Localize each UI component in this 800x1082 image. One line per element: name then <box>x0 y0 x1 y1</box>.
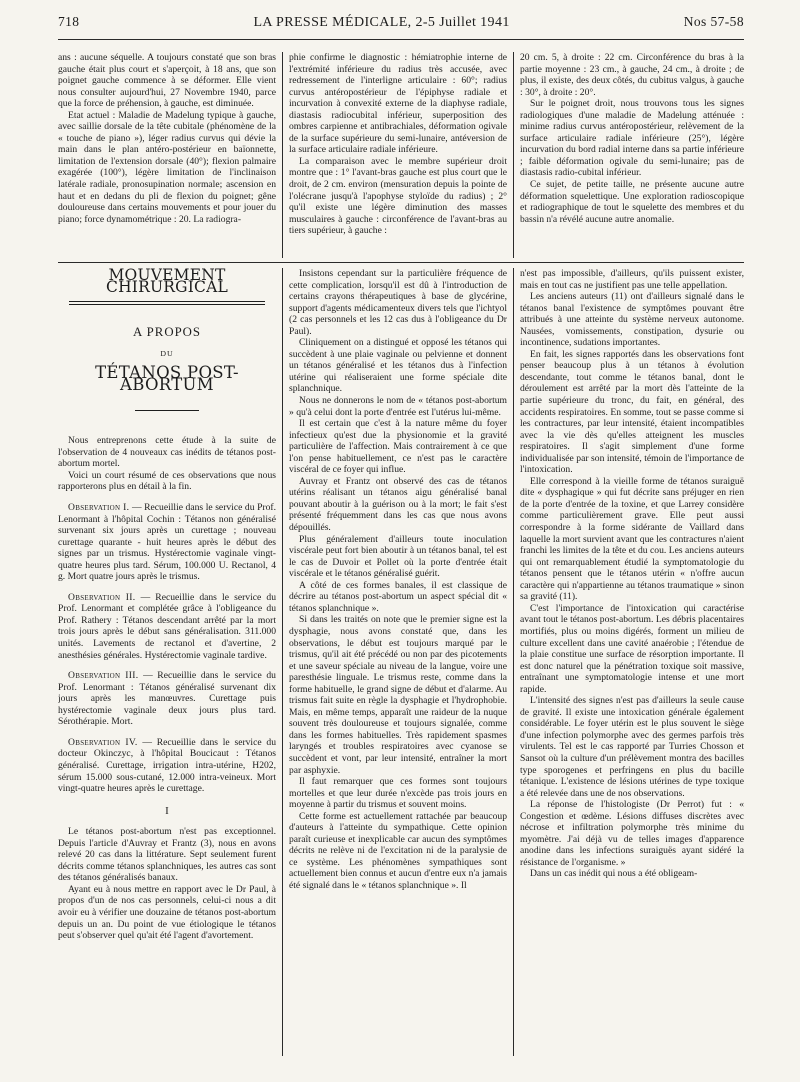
section-title-rule <box>69 301 265 305</box>
article-title-du: DU <box>160 348 174 358</box>
article-column-2 <box>289 268 507 1058</box>
top-column-1 <box>58 52 276 262</box>
observation-text: — Recueillie dans le service du Prof. Lenormant à l'hôpital Cochin : Tétanos non généralisé survenant six jours après un curettage ; nouveau curettage quarante - huit heures après le début des signes par un trismus. Hystérectomie vaginale vingt-quatre heures plus tard. Sérum, 100.000 U. Rectanol, 4 g. Mort quatre jours après le trismus. <box>58 502 276 583</box>
paragraph: Si dans les traités on note que le premier signe est la dysphagie, nous avons constaté que, dans les observations, le début est toujours marqué par le trismus, qu'il ait été précédé ou non par des picotements et une saveur spéciale au niveau de la langue, voire une paresthésie linguale. Le trismus reste, comme dans la forme habituelle, le grand signe de début et d'alarme. Au trismus fait suite en règle la dysphagie et l'hydrophobie. Mais, en même temps, apparaît une raideur de la nuque souvent très douloureuse et toujours signalée, comme dans les formes habituelles. Très rapidement spasmes laryngés et troubles respiratoires avec cyanose se succèdent et vont, par leur intensité, entraîner la mort par asphyxie. <box>289 614 507 776</box>
column-divider <box>282 52 283 258</box>
observation-2 <box>58 592 276 661</box>
paragraph: L'intensité des signes n'est pas d'ailleurs la seule cause de gravité. Il existe une intoxication générale également considérable. Le foyer utérin est le plus souvent le siège d'une infection polymorphe avec des germes parfois très virulents. Tel est le cas rapporté par Turries Chosson et Sansot où la culture d'un prélèvement montra des bacilles type sporogenes et perfringens en plus du bacille tétanique. L'existence de lésions utérines de type toxique a été relevée dans une de nos observations. <box>520 695 744 799</box>
title-separator <box>135 410 199 411</box>
article-column-3 <box>520 268 744 1058</box>
issue-number: Nos 57-58 <box>683 14 744 29</box>
paragraph: Cliniquement on a distingué et opposé les tétanos qui succèdent à une plaie vaginale ou pelvienne et donnent un tétanos généralisé et les tétanos dus à l'infection utérine qui réaliseraient une forme spéciale dite splanchnique. <box>289 337 507 395</box>
paragraph: Insistons cependant sur la particulière fréquence de cette complication, lorsqu'il est dû à l'introduction de certains crayons thérapeutiques à base de glycérine, support d'agents médicamenteux divers tels que l'ichtyol (2 cas personnels et les 12 cas dus à l'obligeance du Dr Paul). <box>289 268 507 337</box>
paragraph: phie confirme le diagnostic : hémiatrophie interne de l'extrémité inférieure du radius très accusée, avec redressement de l'interligne articulaire : 60°; radius curvus antéropostérieur de l'épiphyse radiale et incurvation à convexité externe de la diaphyse radiale, diastasis radiocubital inférieur, superposition des ombres carpienne et antibrachiales, déformation ogivale de la surface supérieure du semi-lunaire, antéversion de la surface articulaire radiale inférieure. <box>289 52 507 156</box>
article-column-1 <box>58 268 276 1058</box>
observation-text: — Recueillie dans le service du docteur Okinczyc, à l'hôpital Boucicaut : Tétanos généralisé. Curettage, irrigation intra-utérine, H202, sérum 15.000 sous-cutané, 12.000 intra-veineux. Mort vingt-quatre heures après le curettage. <box>58 736 276 795</box>
column-divider <box>282 268 283 1056</box>
observation-4 <box>58 737 276 795</box>
column-divider <box>513 52 514 258</box>
header-rule <box>58 39 744 40</box>
page-header <box>58 14 744 36</box>
article-title-line-1: A PROPOS <box>132 325 202 340</box>
paragraph: Les anciens auteurs (11) ont d'ailleurs signalé dans le tétanos banal l'existence de symptômes pouvant être attribués à une atteinte du système nerveux autonome. Nausées, vomissements, constipation, dysurie ou incontinence, sudations importantes. <box>520 291 744 349</box>
paragraph: ans : aucune séquelle. A toujours constaté que son bras gauche était plus court et s'aperçoit, à 18 ans, que son poignet gauche commence à se déformer. Elle vient nous consulter aujourd'hui, 27 Novembre 1940, parce que la force de préhension, à gauche, est diminuée. <box>58 52 276 110</box>
article-title-line-2: TÉTANOS POST-ABORTUM <box>95 363 239 394</box>
section-numeral: I <box>165 804 169 817</box>
paragraph: Ayant eu à nous mettre en rapport avec le Dr Paul, à propos d'un de nos cas personnels, celui-ci nous a dit avoir eu à vérifier une douzaine de tétanos post-abortum depuis un an. Du point de vue étiologique le tétanos peut s'observer quel qu'ait été l'agent d'avortement. <box>58 883 276 942</box>
paragraph: Plus généralement d'ailleurs toute inoculation viscérale peut fort bien aboutir à un tétanos banal, tel est le cas de Duvoir et Pollet où la porte d'entrée était viscérale et le tétanos généralisé guérit. <box>289 533 507 580</box>
paragraph: Auvray et Frantz ont observé des cas de tétanos utérins réalisant un tétanos aigu généralisé banal pouvant aboutir à la guérison ou à la mort; le fait s'est présenté fréquemment dans les cas que nous avons dépouillés. <box>289 475 507 534</box>
observation-text: — Recueillie dans le service du Prof. Lenormant : Tétanos généralisé survenant dix jours après les manœuvres. Curettage puis hystérectomie vaginale deux jours plus tard. Sérothérapie. Mort. <box>58 670 276 728</box>
paragraph: A côté de ces formes banales, il est classique de décrire au tétanos post-abortum un aspect spécial dit « tétanos splanchnique ». <box>289 579 507 614</box>
paragraph: Ce sujet, de petite taille, ne présente aucune autre déformation squelettique. Une exploration radioscopique et radiographique de tout le squelette des membres et du bassin n'a révélé aucune autre anomalie. <box>520 179 744 225</box>
paragraph: Voici un court résumé de ces observations que nous rapporterons plus en détail à la fin. <box>58 469 276 493</box>
paragraph: La réponse de l'histologiste (Dr Perrot) fut : « Congestion et œdème. Lésions diffuses discrètes avec nécrose et infiltration polymorphe très minime du myomètre. J'ai déjà vu de telles images d'apparence anodine dans les infections suraiguës ayant sidéré la résistance de l'organisme. » <box>520 799 744 868</box>
paragraph: Elle correspond à la vieille forme de tétanos suraiguë dite « dysphagique » qui fut décrite sans préjuger en rien de la porte d'entrée de la toxine, et que Larrey considère comme particulièrement grave. Elle peut aussi correspondre à la forme sidérante de Vaillard dans laquelle la mort survient avant que les contractures n'aient franchi les limites de la tête et du cou. Les anciens auteurs qui ont remarquablement étudié la symptomatologie du tétanos pensent que le tétanos utérin « n'offre aucun caractère qui n'appartienne au tétanos traumatique » sinon sa gravité (11). <box>520 475 744 603</box>
observation-label: Observation IV. <box>68 736 138 748</box>
observation-label: Observation I. <box>68 502 130 514</box>
observation-label: Observation III. <box>68 670 139 682</box>
paragraph: Il est certain que c'est à la nature même du foyer infectieux qu'est due la physionomie et la gravité particulière de l'affection. Mais contrairement à ce que l'on pense habituellement, ce n'est pas le caractère viscéral de ce foyer qui influe. <box>289 418 507 476</box>
paragraph: Nous entreprenons cette étude à la suite de l'observation de 4 nouveaux cas inédits de tétanos post-abortum mortel. <box>58 435 276 470</box>
paragraph: 20 cm. 5, à droite : 22 cm. Circonférence du bras à la partie moyenne : 23 cm., à gauche, 24 cm., à droite ; de plus, il existe, des deux côtés, du cubitus valgus, à gauche : 30°, à droite : 20°. <box>520 52 744 98</box>
paragraph: C'est l'importance de l'intoxication qui caractérise avant tout le tétanos post-abortum. Les débris placentaires mortifiés, plus ou moins digérés, forment un milieu de culture excellent dans une cavité anaérobie ; l'étendue de la plaie constitue une surface de résorption importante. Il est donc naturel que la pénétration toxique soit massive, entraînant une symptomatologie intense et une mort rapide. <box>520 602 744 695</box>
paragraph: n'est pas impossible, d'ailleurs, qu'ils puissent exister, mais en tout cas ne justifient pas une telle appellation. <box>520 268 744 291</box>
top-column-2 <box>289 52 507 262</box>
observation-text: — Recueillie dans le service du Prof. Lenormant et complétée grâce à l'obligeance du Prof. Rathery : Tétanos descendant arrêté par la mort trois jours après le début sans généralisation. 311.000 unités. Lavements de rectanol et d'avertine, 2 anesthésies générales. Hystérectomie vaginale tardive. <box>58 591 276 661</box>
paragraph: Sur le poignet droit, nous trouvons tous les signes radiologiques d'une maladie de Madelung atténuée : minime radius curvus antéropostérieur, relèvement de la surface articulaire radiale inférieure (25°), légère incurvation du bord radial interne dans sa partie inférieure ; faible déformation ogivale du semi-lunaire; pas de diastasis radio-cubital inférieur. <box>520 98 744 179</box>
paragraph: Dans un cas inédit qui nous a été obligeam- <box>530 868 698 880</box>
observation-label: Observation II. <box>68 591 136 603</box>
paragraph: Nous ne donnerons le nom de « tétanos post-abortum » qu'à celui dont la porte d'entrée est l'utérus lui-même. <box>289 395 507 418</box>
column-divider <box>513 268 514 1056</box>
observation-1 <box>58 502 276 583</box>
journal-title: LA PRESSE MÉDICALE, 2-5 Juillet 1941 <box>253 15 510 30</box>
paragraph: Cette forme est actuellement rattachée par beaucoup d'auteurs à l'atteinte du sympathique. Cette opinion paraît curieuse et inexplicable car aucun des symptômes décrits ne relève ni de l'excitation ni de la paralysie de ce système. Les phénomènes sympathiques sont actuellement bien connus et aucun d'entre eux n'a jamais été signalé dans le « tétanos splanchnique ». Il <box>289 810 507 891</box>
paragraph: En fait, les signes rapportés dans les observations font penser beaucoup plus à un tétanos à évolution descendante, tout comme le tétanos banal, dont le déroulement est arrêté par la mort dès l'atteinte de la partie supérieure du tronc, du fait, en général, des accidents respiratoires. En somme, tout se passe comme si les contractures, par leur intensité, étaient incompatibles avec la vie dès qu'elles atteignent les muscles respiratoires. Il s'agit simplement d'une forme individualisée par son intensité, témoin de l'importance de l'intoxication. <box>520 348 744 476</box>
section-title: MOUVEMENT CHIRURGICAL <box>106 268 228 296</box>
paragraph: La comparaison avec le membre supérieur droit montre que : 1° l'avant-bras gauche est plus court que le droit, de 2 cm. environ (mensuration depuis la pointe de l'olécrane jusqu'à l'apophyse styloïde du radius) ; 2° qu'il existe une légère diminution des masses musculaires à gauche : circonférence de l'avant-bras au tiers supérieur, à gauche : <box>289 155 507 237</box>
paragraph: Le tétanos post-abortum n'est pas exceptionnel. Depuis l'article d'Auvray et Frantz (3), nous en avons relevé 20 cas dans la littérature. Sept seulement furent décrits comme tétanos splanchniques, les autres cas sont des tétanos généralisés banaux. <box>58 826 276 884</box>
observation-3 <box>58 670 276 728</box>
top-column-3 <box>520 52 744 262</box>
paragraph: Il faut remarquer que ces formes sont toujours mortelles et que leur durée n'excède pas trois jours en moyenne à partir du trismus et souvent moins. <box>289 776 507 811</box>
section-rule <box>58 262 744 263</box>
page-number: 718 <box>58 14 80 29</box>
paragraph: Etat actuel : Maladie de Madelung typique à gauche, avec saillie dorsale de la tête cubitale (phénomène de la « touche de piano »), léger radius curvus qui dévie la main dans le plan antéro-postérieur en baïonnette, limitation de l'extension dorsale (40°); flexion palmaire exagérée (100°), légère limitation de l'inclinaison latérale radiale, pronosupination normale; ascension en haut et en dedans du pli de flexion du poignet; gêne douloureuse dans certains mouvements et pour jouer du piano; force dynamométrique : 20. La radiogra- <box>58 109 276 225</box>
